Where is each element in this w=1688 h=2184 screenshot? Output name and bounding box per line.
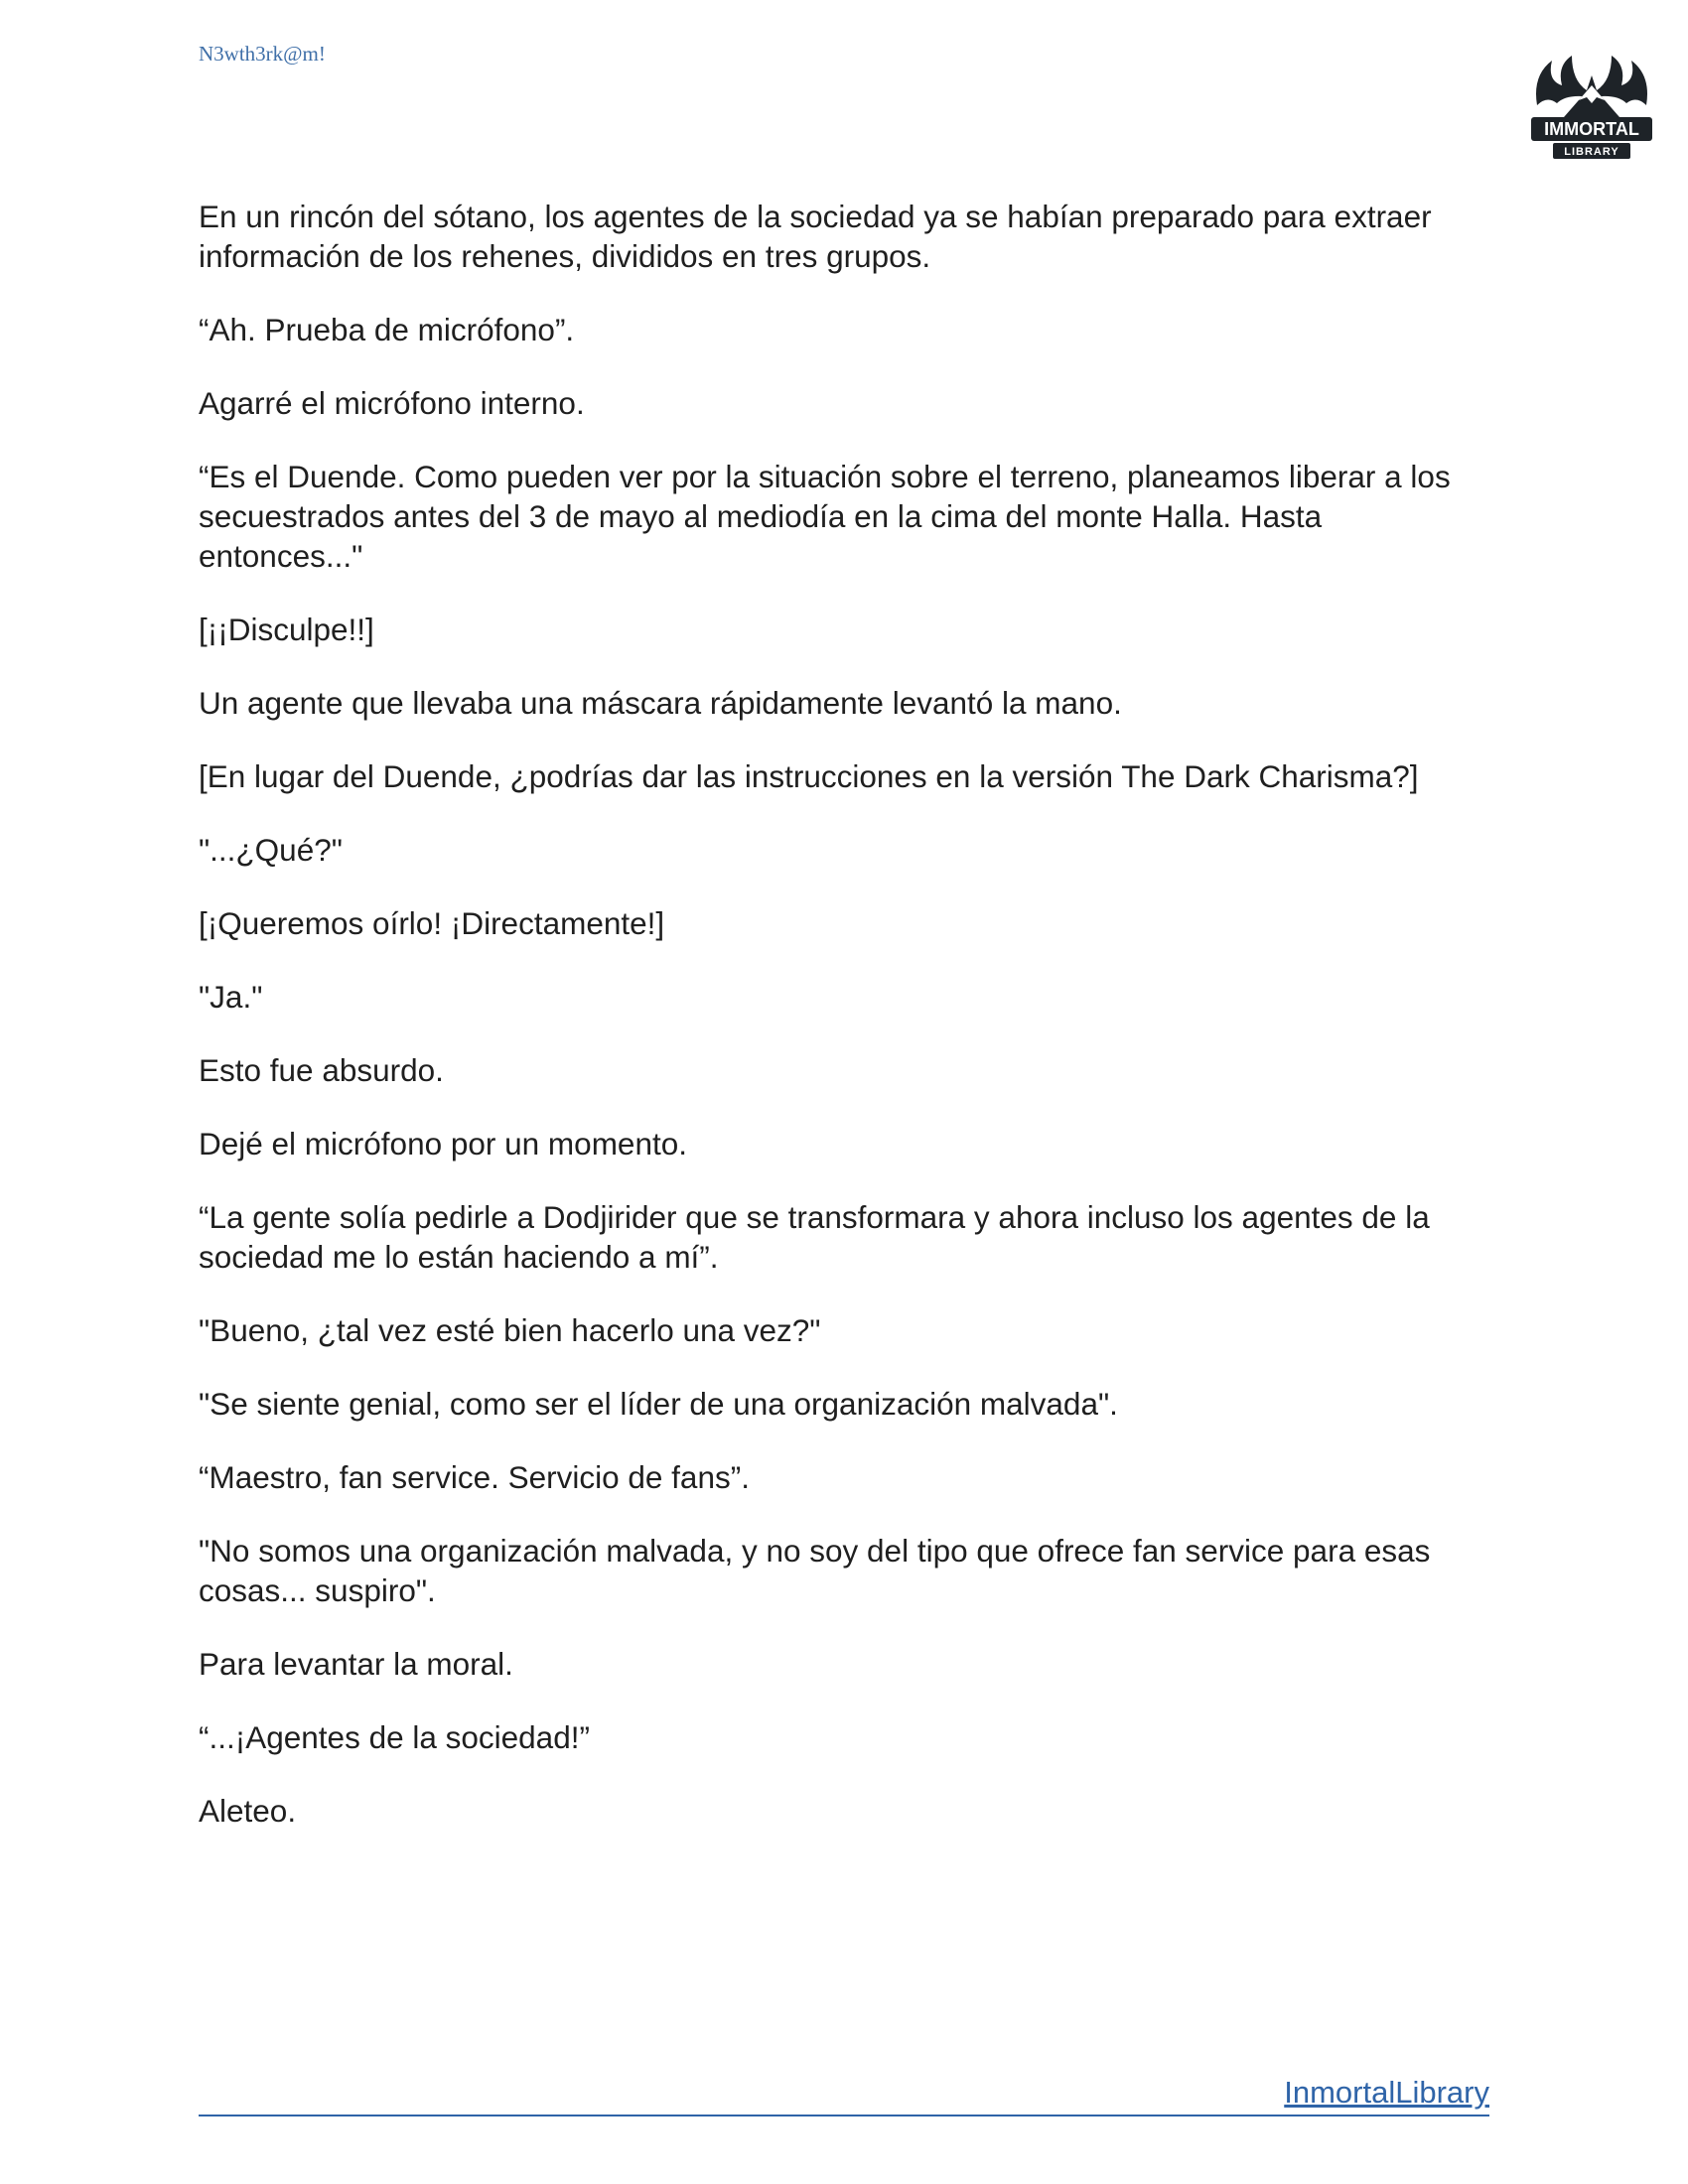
- paragraph: Un agente que llevaba una máscara rápidamente levantó la mano.: [199, 685, 1122, 721]
- paragraph: [En lugar del Duende, ¿podrías dar las instrucciones en la versión The Dark Charisma?]: [199, 758, 1419, 794]
- footer-link[interactable]: InmortalLibrary: [1284, 2075, 1489, 2110]
- paragraph: Aleteo.: [199, 1793, 297, 1829]
- paragraph: "Se siente genial, como ser el líder de una organización malvada".: [199, 1386, 1118, 1422]
- paragraph: "...¿Qué?": [199, 832, 343, 868]
- paragraph: “La gente solía pedirle a Dodjirider que se transformara y ahora incluso los agentes de la sociedad me lo están haciendo a mí”.: [199, 1199, 1439, 1275]
- document-body: [199, 197, 1489, 1864]
- paragraph: “Es el Duende. Como pueden ver por la situación sobre el terreno, planeamos liberar a los secuestrados antes del 3 de mayo al mediodía en la cima del monte Halla. Hasta entonces...": [199, 459, 1460, 574]
- header-watermark: N3wth3rk@m!: [199, 42, 326, 66]
- paragraph: [¡Queremos oírlo! ¡Directamente!]: [199, 905, 665, 941]
- paragraph: “Ah. Prueba de micrófono”.: [199, 312, 575, 347]
- paragraph: Para levantar la moral.: [199, 1646, 513, 1682]
- paragraph: Dejé el micrófono por un momento.: [199, 1126, 687, 1161]
- paragraph: "No somos una organización malvada, y no soy del tipo que ofrece fan service para esas cosas... suspiro".: [199, 1533, 1440, 1608]
- footer-rule: [199, 2075, 1489, 2116]
- paragraph: Agarré el micrófono interno.: [199, 385, 585, 421]
- paragraph: En un rincón del sótano, los agentes de la sociedad ya se habían preparado para extraer información de los rehenes, divididos en tres grupos.: [199, 199, 1441, 274]
- paragraph: "Bueno, ¿tal vez esté bien hacerlo una vez?": [199, 1312, 821, 1348]
- paragraph: “...¡Agentes de la sociedad!”: [199, 1719, 590, 1755]
- paragraph: [¡¡Disculpe!!]: [199, 612, 374, 647]
- immortal-library-logo: [1517, 36, 1666, 175]
- paragraph: "Ja.": [199, 979, 263, 1015]
- paragraph: Esto fue absurdo.: [199, 1052, 444, 1088]
- svg-text:LIBRARY: LIBRARY: [1564, 146, 1619, 158]
- paragraph: “Maestro, fan service. Servicio de fans”.: [199, 1459, 750, 1495]
- svg-text:IMMORTAL: IMMORTAL: [1544, 119, 1639, 139]
